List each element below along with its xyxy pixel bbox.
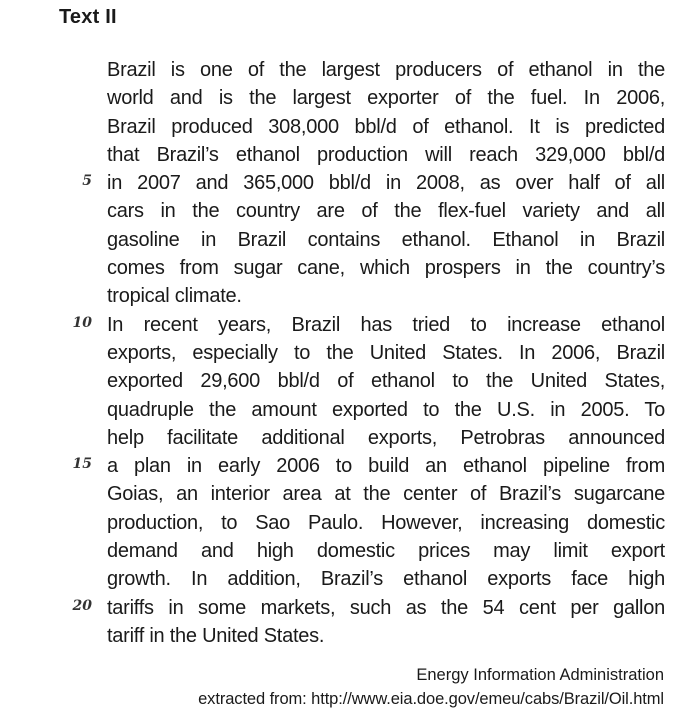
passage-line	[0, 424, 700, 452]
line-text: Brazil is one of the largest producers of ethanol in the	[107, 59, 665, 81]
source-url: extracted from: http://www.eia.doe.gov/emeu/cabs/Brazil/Oil.html	[198, 690, 664, 708]
line-text: demand and high domestic prices may limit export	[107, 540, 665, 563]
source-organization: Energy Information Administration	[416, 666, 664, 684]
line-number: 20	[72, 597, 92, 614]
line-text: exported 29,600 bbl/d of ethanol to the United States,	[107, 370, 665, 393]
line-text: comes from sugar cane, which prospers in the country’s	[107, 257, 665, 280]
passage-line	[0, 537, 700, 565]
passage-line	[0, 509, 700, 537]
passage-line	[0, 197, 700, 225]
passage-line	[0, 367, 700, 395]
line-text: cars in the country are of the flex-fuel variety and all	[107, 200, 665, 223]
passage-line	[0, 396, 700, 424]
line-text: production, to Sao Paulo. However, increasing domestic	[107, 511, 665, 534]
line-text: exports, especially to the United States. In 2006, Brazil	[107, 341, 665, 364]
passage-line	[0, 452, 700, 480]
line-text: tariff in the United States.	[107, 624, 325, 647]
line-text: help facilitate additional exports, Petrobras announced	[107, 426, 665, 449]
passage-line	[0, 254, 700, 282]
passage-line	[0, 622, 700, 650]
passage-line	[0, 565, 700, 593]
line-text: tariffs in some markets, such as the 54 cent per gallon	[107, 596, 665, 619]
line-text: Goias, an interior area at the center of Brazil’s sugarcane	[107, 483, 665, 506]
passage-line	[0, 311, 700, 339]
passage-line	[0, 84, 700, 112]
line-text: in 2007 and 365,000 bbl/d in 2008, as over half of all	[107, 172, 665, 195]
passage-line	[0, 169, 700, 197]
passage-line	[0, 226, 700, 254]
line-text: a plan in early 2006 to build an ethanol pipeline from	[107, 455, 665, 478]
line-number: 15	[72, 456, 92, 473]
passage	[0, 56, 700, 650]
passage-line	[0, 56, 700, 84]
passage-line	[0, 594, 700, 622]
line-text: Brazil produced 308,000 bbl/d of ethanol. It is predicted	[107, 115, 665, 138]
line-text: gasoline in Brazil contains ethanol. Ethanol in Brazil	[107, 228, 665, 251]
line-number: 10	[72, 314, 92, 331]
line-text: growth. In addition, Brazil’s ethanol exports face high	[107, 568, 665, 591]
line-text: world and is the largest exporter of the fuel. In 2006,	[107, 87, 665, 110]
passage-line	[0, 113, 700, 141]
text-title: Text II	[59, 6, 117, 28]
passage-line	[0, 141, 700, 169]
line-text: In recent years, Brazil has tried to increase ethanol	[107, 313, 665, 336]
passage-line	[0, 282, 700, 310]
line-text: that Brazil’s ethanol production will reach 329,000 bbl/d	[107, 143, 665, 166]
passage-line	[0, 339, 700, 367]
line-text: tropical climate.	[107, 285, 242, 308]
line-number: 5	[82, 173, 92, 190]
line-text: quadruple the amount exported to the U.S. in 2005. To	[107, 398, 665, 421]
passage-line	[0, 480, 700, 508]
